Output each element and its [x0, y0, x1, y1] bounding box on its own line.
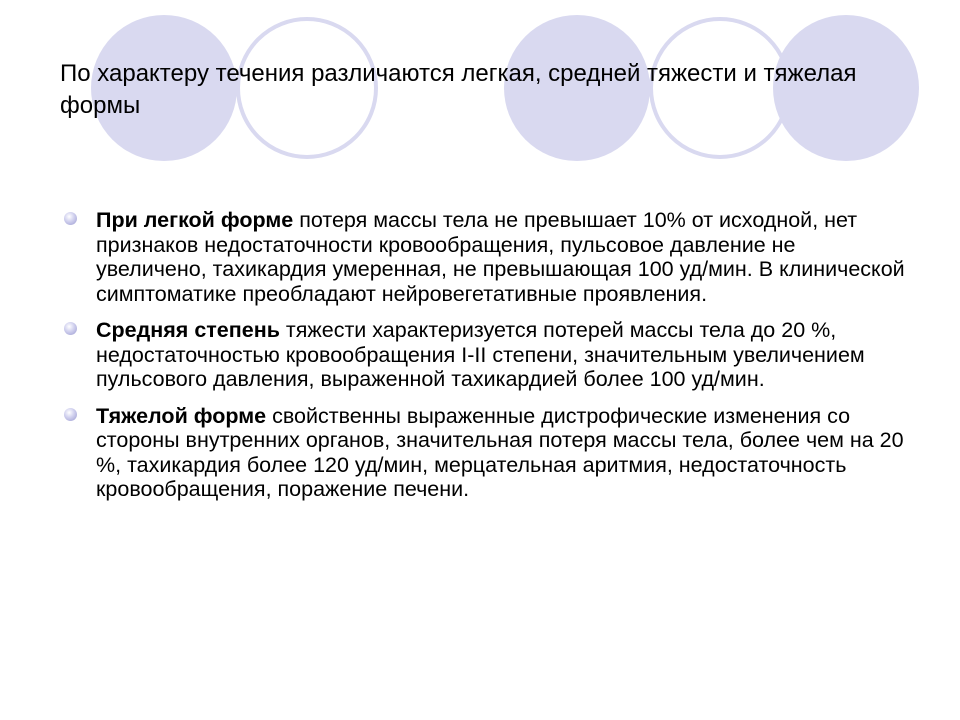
bullet-list — [60, 208, 910, 514]
bullet-lead: Тяжелой форме — [96, 403, 267, 428]
bullet-icon — [64, 408, 77, 421]
bullet-item-moderate — [60, 318, 910, 392]
bullet-text: потеря массы тела не превышает 10% от исходной, нет признаков недостаточности кровообращения, пульсовое давление не увеличено, тахикардия умеренная, не превышающая 100 уд/мин. В клинической симптоматике преобладают нейровегетативные проявления. — [96, 208, 905, 306]
bullet-icon — [64, 212, 77, 225]
bullet-item-severe — [60, 404, 910, 502]
bullet-icon — [64, 322, 77, 335]
bullet-text: свойственны выраженные дистрофические изменения со стороны внутренних органов, значительная потеря массы тела, более чем на 20 %, тахикардия более 120 уд/мин, мерцательная аритмия, недостаточность кровообращения, поражение печени. — [96, 403, 904, 501]
bullet-lead: Средняя степень — [96, 318, 280, 342]
bullet-item-mild — [60, 208, 910, 306]
bullet-text: тяжести характеризуется потерей массы тела до 20 %, недостаточностью кровообращения I-II степени, значительным увеличением пульсового давления, выраженной тахикардией более 100 уд/мин. — [96, 318, 865, 391]
bullet-lead: При легкой форме — [96, 208, 294, 232]
slide-title: По характеру течения различаются легкая, средней тяжести и тяжелая формы — [60, 60, 857, 119]
